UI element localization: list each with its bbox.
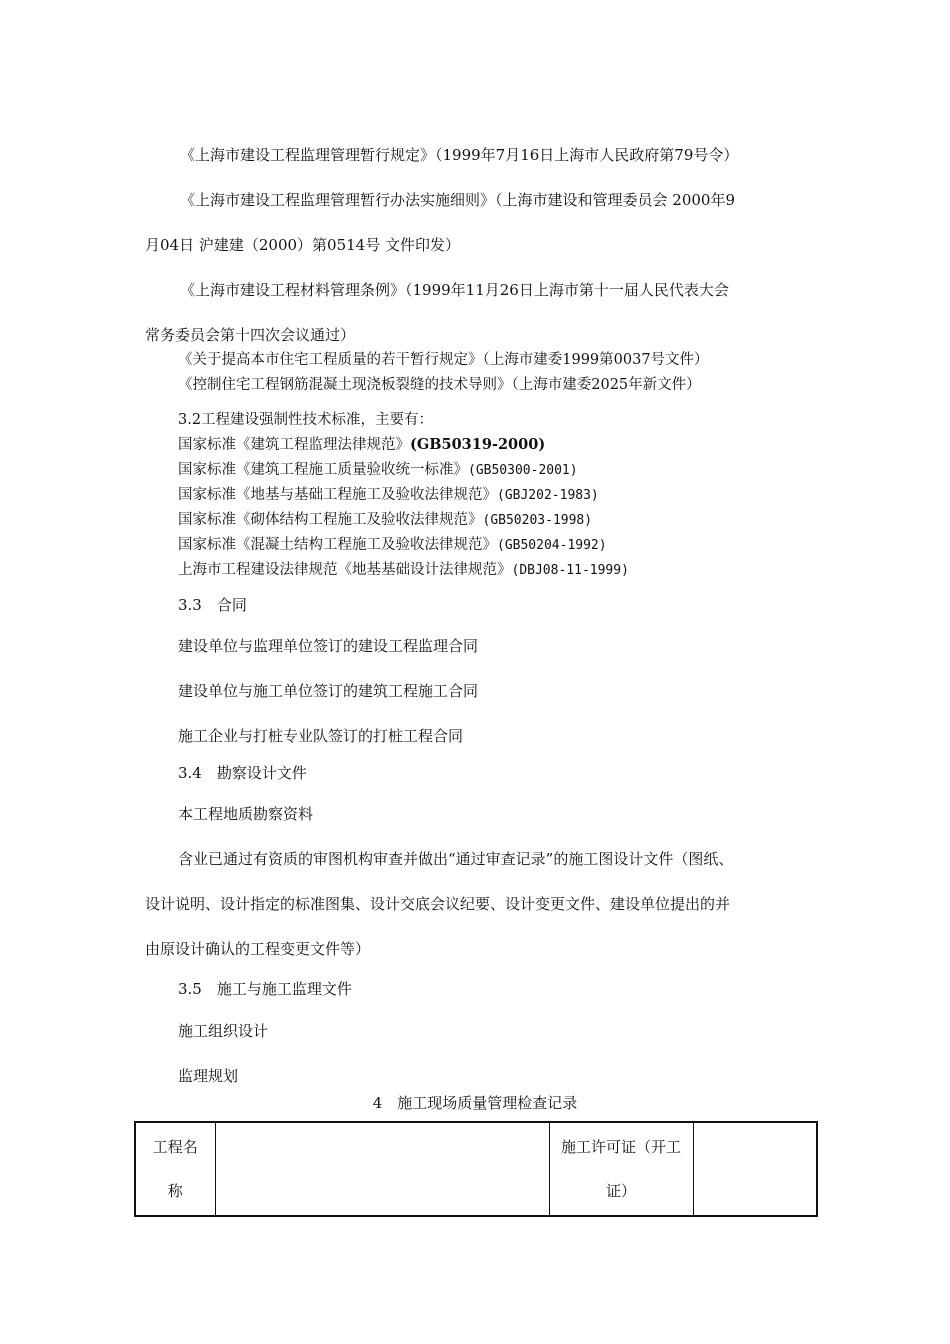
project-name-label-a: 工程名	[152, 1138, 198, 1156]
standard-code: (GB50203-1998)	[482, 513, 593, 528]
project-name-label-b: 称	[167, 1182, 183, 1200]
standard-item	[178, 560, 629, 581]
permit-label-cell	[549, 1122, 693, 1216]
permit-label-b: 证）	[605, 1182, 636, 1200]
standard-code: (GB50300-2001)	[468, 463, 578, 478]
contract-item: 施工企业与打桩专业队签订的打桩工程合同	[178, 727, 464, 745]
standard-code: (GBJ202-1983)	[497, 488, 599, 503]
standard-name: 国家标准《地基与基础工程施工及验收法律规范》	[178, 487, 497, 503]
regulation-line-2b: 月04日 沪建建（2000）第0514号 文件印发）	[145, 236, 460, 254]
survey-paragraph-a: 含业已通过有资质的审图机构审查并做出“通过审查记录”的施工图设计文件（图纸、	[178, 850, 734, 868]
regulation-line-2a: 《上海市建设工程监理管理暂行办法实施细则》（上海市建设和管理委员会 2000年9	[180, 191, 735, 209]
standard-item	[178, 485, 599, 506]
standard-item	[178, 535, 607, 556]
permit-value-cell[interactable]	[693, 1122, 817, 1216]
survey-paragraph-c: 由原设计确认的工程变更文件等）	[145, 940, 371, 958]
regulation-line-1: 《上海市建设工程监理管理暂行规定》（1999年7月16日上海市人民政府第79号令）	[180, 146, 739, 164]
standard-code: (DBJ08-11-1999)	[511, 563, 629, 578]
standard-item	[178, 435, 545, 455]
survey-heading: 3.4 勘察设计文件	[178, 764, 307, 782]
construction-item: 施工组织设计	[178, 1022, 269, 1040]
table-row	[135, 1122, 817, 1216]
survey-item: 本工程地质勘察资料	[178, 805, 314, 823]
survey-paragraph-b: 设计说明、设计指定的标准图集、设计交底会议纪要、设计变更文件、建设单位提出的并	[145, 895, 731, 913]
standard-name: 国家标准《砌体结构工程施工及验收法律规范》	[178, 512, 483, 528]
standards-heading: 3.2工程建设强制性技术标准，主要有：	[178, 412, 434, 428]
regulation-line-4: 《关于提高本市住宅工程质量的若干暂行规定》（上海市建委1999第0037号文件）	[178, 352, 709, 368]
table-title: 4 施工现场质量管理检查记录	[372, 1094, 578, 1112]
standard-name: 国家标准《建筑工程监理法律规范》	[178, 437, 410, 453]
standard-code: (GB50204-1992)	[497, 538, 607, 553]
standard-item	[178, 460, 578, 481]
contract-heading: 3.3 合同	[178, 596, 247, 614]
regulation-line-3a: 《上海市建设工程材料管理条例》（1999年11月26日上海市第十一届人民代表大会	[180, 281, 729, 299]
standard-code: (GB50319-2000)	[410, 436, 546, 453]
standard-name: 上海市工程建设法律规范《地基基础设计法律规范》	[178, 562, 512, 578]
construction-item: 监理规划	[178, 1067, 239, 1085]
project-name-value-cell[interactable]	[215, 1122, 549, 1216]
standard-name: 国家标准《混凝土结构工程施工及验收法律规范》	[178, 537, 497, 553]
quality-check-table	[134, 1121, 818, 1217]
permit-label-a: 施工许可证（开工	[560, 1138, 681, 1156]
standard-name: 国家标准《建筑工程施工质量验收统一标准》	[178, 462, 468, 478]
standard-item	[178, 510, 592, 531]
contract-item: 建设单位与监理单位签订的建设工程监理合同	[178, 637, 479, 655]
project-name-label-cell	[135, 1122, 215, 1216]
regulation-line-5: 《控制住宅工程钢筋混凝土现浇板裂缝的技术导则》（上海市建委2025年新文件）	[178, 377, 701, 393]
regulation-line-3b: 常务委员会第十四次会议通过）	[145, 326, 356, 344]
contract-item: 建设单位与施工单位签订的建筑工程施工合同	[178, 682, 479, 700]
construction-heading: 3.5 施工与施工监理文件	[178, 980, 352, 998]
